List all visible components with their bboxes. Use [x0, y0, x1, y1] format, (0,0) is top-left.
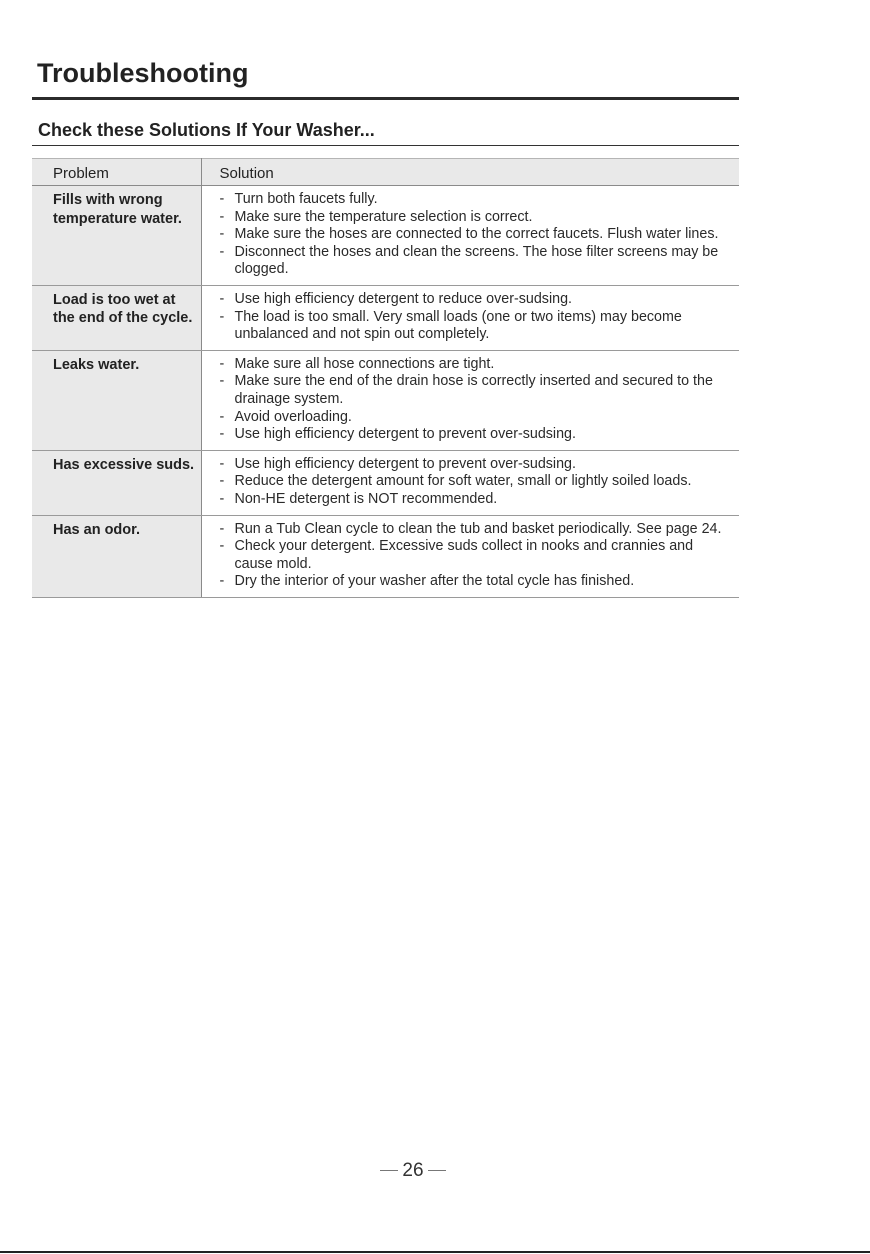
- solution-list: [220, 191, 730, 279]
- table-header-row: [32, 159, 739, 186]
- table-body: [32, 186, 739, 598]
- table-row: [32, 350, 739, 450]
- solution-item: - Use high efficiency detergent to prevent over-sudsing.: [220, 426, 730, 444]
- solution-item: - Make sure the temperature selection is correct.: [220, 209, 730, 227]
- solution-item: - Disconnect the hoses and clean the screens. The hose filter screens may be clogged.: [220, 244, 730, 279]
- problem-cell: Leaks water.: [32, 350, 201, 450]
- solution-item: - Non-HE detergent is NOT recommended.: [220, 491, 730, 509]
- header-problem: Problem: [32, 159, 201, 186]
- solution-item: - Use high efficiency detergent to reduce over-sudsing.: [220, 291, 730, 309]
- problem-cell: Fills with wrong temperature water.: [32, 186, 201, 286]
- solution-cell: [201, 186, 739, 286]
- footer-dash-left: [380, 1170, 398, 1171]
- table-row: [32, 186, 739, 286]
- problem-cell: Has an odor.: [32, 515, 201, 597]
- solution-list: [220, 356, 730, 444]
- table-header: [32, 159, 739, 186]
- solution-item: - Dry the interior of your washer after the total cycle has finished.: [220, 573, 730, 591]
- problem-cell: Load is too wet at the end of the cycle.: [32, 285, 201, 350]
- section-divider: [32, 145, 739, 146]
- solution-list: [220, 456, 730, 509]
- solution-item: - Run a Tub Clean cycle to clean the tub and basket periodically. See page 24.: [220, 521, 730, 539]
- solution-item: - Reduce the detergent amount for soft water, small or lightly soiled loads.: [220, 473, 730, 491]
- problem-cell: Has excessive suds.: [32, 450, 201, 515]
- header-solution: Solution: [201, 159, 739, 186]
- solution-cell: [201, 350, 739, 450]
- troubleshooting-table-container: [32, 158, 739, 598]
- solution-item: - Turn both faucets fully.: [220, 191, 730, 209]
- footer-dash-right: [428, 1170, 446, 1171]
- page-number: 26: [402, 1160, 424, 1181]
- solution-item: - Check your detergent. Excessive suds collect in nooks and crannies and cause mold.: [220, 538, 730, 573]
- page-title: Troubleshooting: [37, 58, 249, 88]
- solution-cell: [201, 285, 739, 350]
- troubleshooting-table: [32, 158, 739, 598]
- solution-cell: [201, 515, 739, 597]
- solution-item: - Avoid overloading.: [220, 409, 730, 427]
- table-row: [32, 515, 739, 597]
- solution-item: - Use high efficiency detergent to prevent over-sudsing.: [220, 456, 730, 474]
- title-divider: [32, 97, 739, 100]
- table-row: [32, 285, 739, 350]
- page-number-footer: [0, 1160, 826, 1182]
- solution-cell: [201, 450, 739, 515]
- solution-item: - Make sure the hoses are connected to the correct faucets. Flush water lines.: [220, 226, 730, 244]
- table-row: [32, 450, 739, 515]
- solution-item: - The load is too small. Very small loads (one or two items) may become unbalanced and not spin out completely.: [220, 309, 730, 344]
- solution-list: [220, 521, 730, 591]
- page-bottom-border: [0, 1251, 870, 1253]
- solution-item: - Make sure the end of the drain hose is correctly inserted and secured to the drainage system.: [220, 373, 730, 408]
- solution-list: [220, 291, 730, 344]
- solution-item: - Make sure all hose connections are tight.: [220, 356, 730, 374]
- section-title: Check these Solutions If Your Washer...: [38, 120, 375, 140]
